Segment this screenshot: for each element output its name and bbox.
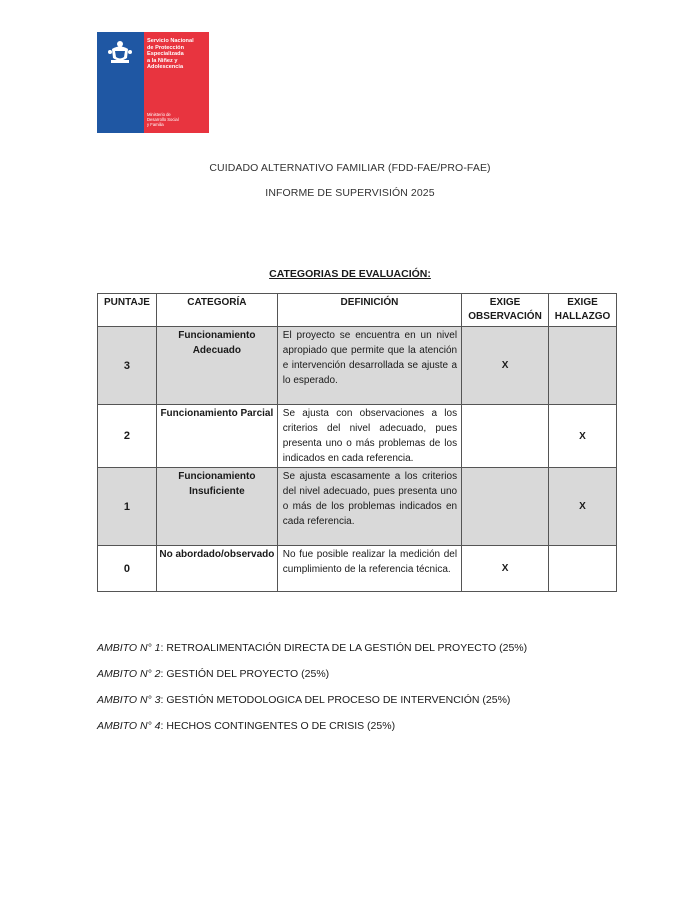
- definition-cell: No fue posible realizar la medición del cumplimiento de la referencia técnica.: [277, 546, 461, 592]
- logo-blue-panel: [97, 32, 144, 133]
- column-header-finding: EXIGE HALLAZGO: [549, 294, 617, 327]
- table-row: [98, 546, 617, 592]
- scope-label: AMBITO N° 4: [97, 720, 161, 732]
- logo-name-line: Adolescencia: [147, 64, 184, 71]
- logo-name-line: Especializada: [147, 51, 184, 58]
- observation-cell: [462, 405, 549, 468]
- logo-name-line: a la Niñez y: [147, 57, 178, 64]
- category-cell: Funcionamiento Insuficiente: [156, 468, 277, 546]
- logo-ministry-name: [147, 112, 207, 127]
- observation-cell: X: [462, 327, 549, 405]
- logo-ministry-line: Ministerio de: [147, 112, 171, 117]
- logo-red-panel: [144, 32, 209, 133]
- table-header-row: [98, 294, 617, 327]
- categories-title: CATEGORIAS DE EVALUACIÓN:: [269, 268, 431, 280]
- score-cell: 0: [98, 546, 157, 592]
- logo-name-line: Servicio Nacional: [147, 38, 194, 44]
- column-header-category: CATEGORÍA: [156, 294, 277, 327]
- scope-text: : GESTIÓN DEL PROYECTO (25%): [160, 668, 330, 680]
- finding-cell: [549, 327, 617, 405]
- logo-name-line: de Protección: [147, 44, 184, 51]
- column-header-score: PUNTAJE: [98, 294, 157, 327]
- scope-text: : GESTIÓN METODOLOGICA DEL PROCESO DE INTERVENCIÓN (25%): [160, 694, 511, 706]
- scope-label: AMBITO N° 2: [97, 668, 161, 680]
- logo-ministry-line: y Familia: [147, 122, 164, 127]
- scope-line-4: [97, 720, 395, 732]
- observation-cell: X: [462, 546, 549, 592]
- category-cell: No abordado/observado: [156, 546, 277, 592]
- scope-line-1: [97, 642, 527, 654]
- finding-cell: X: [549, 468, 617, 546]
- definition-cell: Se ajusta escasamente a los criterios del nivel adecuado, pues presenta uno o más de los problemas indicados en cada referencia.: [277, 468, 461, 546]
- score-cell: 2: [98, 405, 157, 468]
- crest-icon: [105, 38, 135, 66]
- program-title: CUIDADO ALTERNATIVO FAMILIAR (FDD-FAE/PRO-FAE): [209, 162, 491, 174]
- table-row: [98, 405, 617, 468]
- finding-cell: X: [549, 405, 617, 468]
- scope-text: : HECHOS CONTINGENTES O DE CRISIS (25%): [160, 720, 396, 732]
- column-header-definition: DEFINICIÓN: [277, 294, 461, 327]
- logo-ministry-line: Desarrollo Social: [147, 117, 179, 122]
- institution-logo: [97, 32, 209, 133]
- table-row: [98, 327, 617, 405]
- observation-cell: [462, 468, 549, 546]
- scope-label: AMBITO N° 3: [97, 694, 161, 706]
- scope-label: AMBITO N° 1: [97, 642, 161, 654]
- logo-institution-name: [147, 38, 207, 71]
- definition-cell: El proyecto se encuentra en un nivel apropiado que permite que la atención e intervención desarrollada se ajuste a lo esperado.: [277, 327, 461, 405]
- definition-cell: Se ajusta con observaciones a los criterios del nivel adecuado, pues presenta uno o más problemas de los indicados en cada referencia.: [277, 405, 461, 468]
- evaluation-categories-table: [97, 293, 617, 592]
- table-row: [98, 468, 617, 546]
- column-header-observation: EXIGE OBSERVACIÓN: [462, 294, 549, 327]
- score-cell: 3: [98, 327, 157, 405]
- category-cell: Funcionamiento Parcial: [156, 405, 277, 468]
- finding-cell: [549, 546, 617, 592]
- category-cell: Funcionamiento Adecuado: [156, 327, 277, 405]
- scope-line-3: [97, 694, 510, 706]
- report-title: INFORME DE SUPERVISIÓN 2025: [265, 187, 435, 199]
- score-cell: 1: [98, 468, 157, 546]
- scope-line-2: [97, 668, 329, 680]
- scope-text: : RETROALIMENTACIÓN DIRECTA DE LA GESTIÓN DEL PROYECTO (25%): [160, 642, 528, 654]
